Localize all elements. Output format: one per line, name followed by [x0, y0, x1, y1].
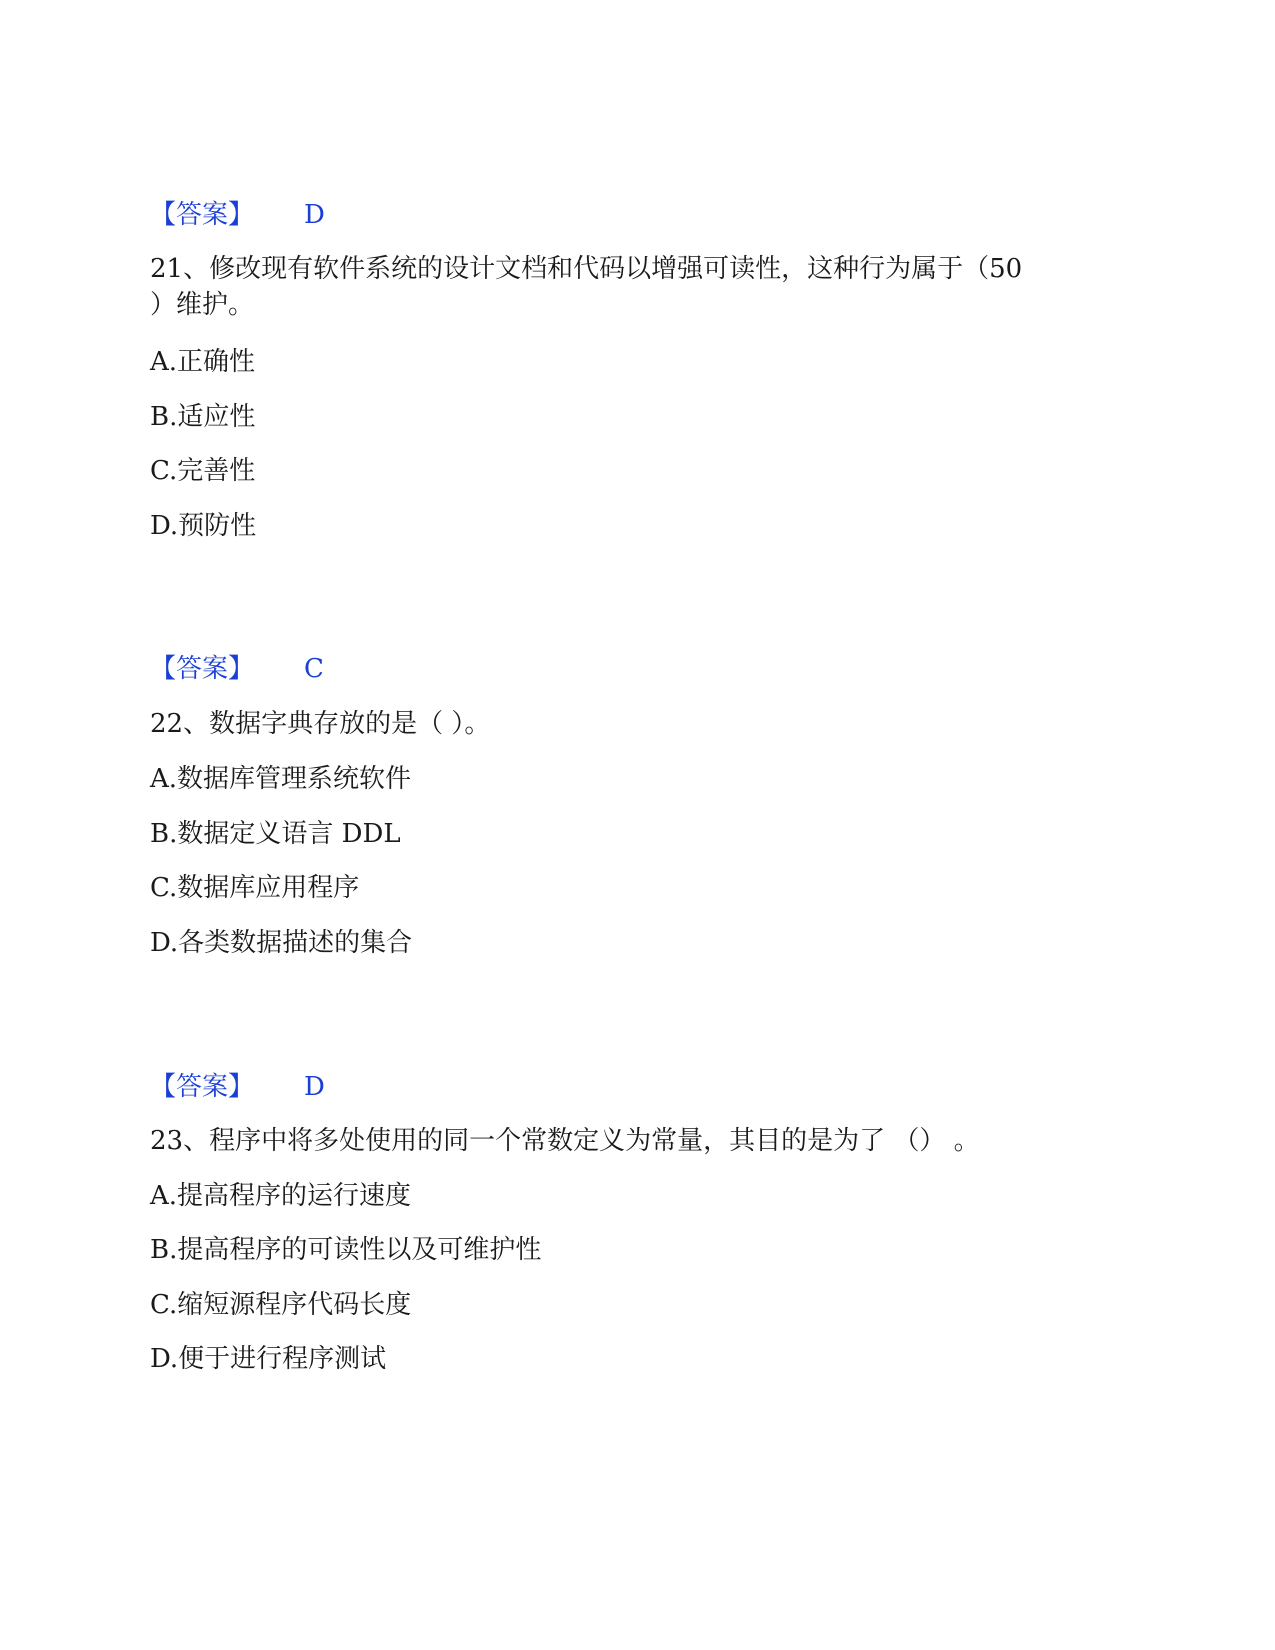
answer-letter: D: [304, 200, 325, 230]
answer-label: 【答案】: [150, 200, 255, 230]
question-text: 23、程序中将多处使用的同一个常数定义为常量，其目的是为了 （） 。: [150, 1126, 980, 1156]
answer-label: 【答案】: [150, 1072, 255, 1102]
option-d: D.预防性: [150, 511, 257, 541]
answer-letter: D: [304, 1072, 325, 1102]
question-text: 22、数据字典存放的是（ ）。: [150, 709, 491, 739]
option-c: C.完善性: [150, 456, 256, 486]
option-a: A.数据库管理系统软件: [150, 764, 412, 794]
option-c: C.缩短源程序代码长度: [150, 1290, 412, 1320]
option-a: A.正确性: [150, 347, 256, 377]
answer-label: 【答案】: [150, 654, 255, 684]
question-text: 21、修改现有软件系统的设计文档和代码以增强可读性，这种行为属于（50: [150, 254, 1023, 284]
option-b: B.适应性: [150, 402, 256, 432]
option-c: C.数据库应用程序: [150, 873, 360, 903]
option-d: D.便于进行程序测试: [150, 1344, 387, 1374]
option-a: A.提高程序的运行速度: [150, 1181, 412, 1211]
answer-line: [150, 652, 324, 686]
answer-line: [150, 1070, 325, 1104]
answer-line: [150, 198, 325, 232]
option-d: D.各类数据描述的集合: [150, 928, 413, 958]
option-b: B.数据定义语言 DDL: [150, 819, 401, 849]
option-b: B.提高程序的可读性以及可维护性: [150, 1235, 542, 1265]
question-text-continued: ）维护。: [150, 290, 255, 320]
answer-letter: C: [304, 654, 324, 684]
